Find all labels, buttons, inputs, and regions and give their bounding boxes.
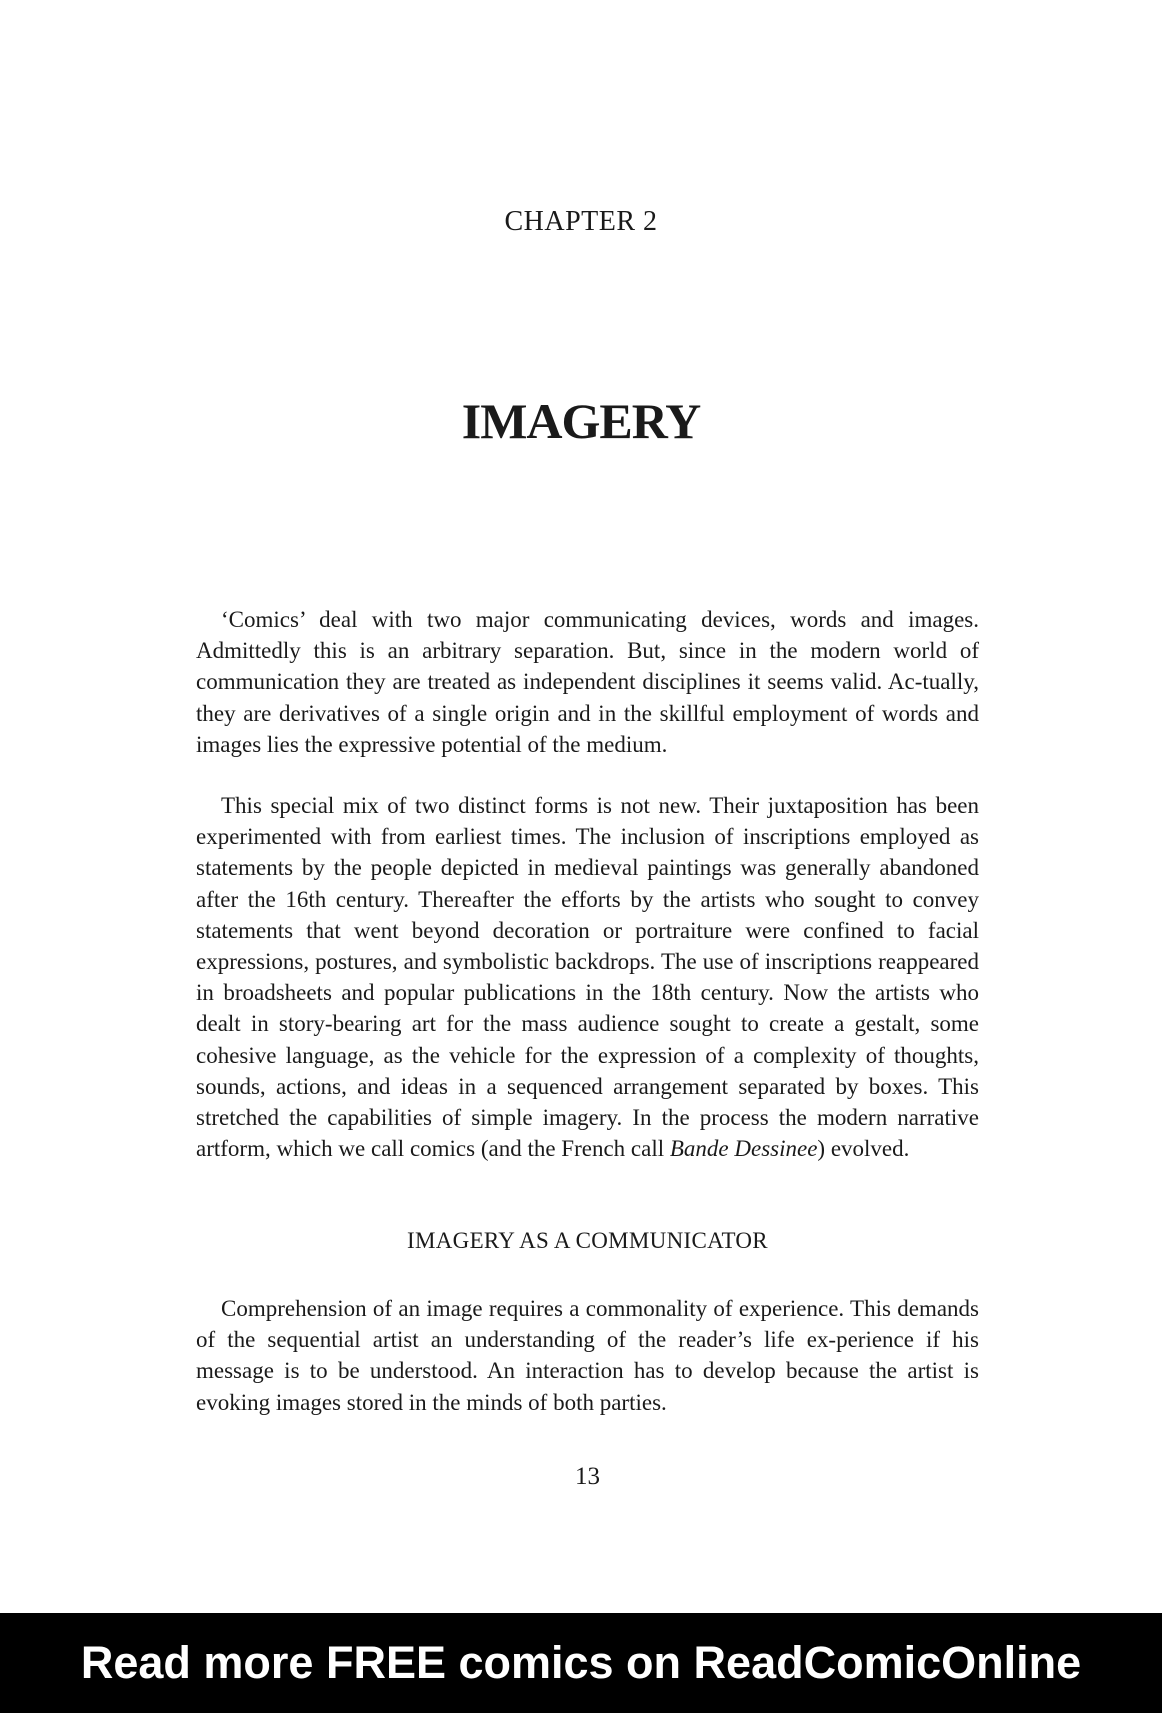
- bande-dessinee-italic: Bande Dessinee: [669, 1136, 818, 1162]
- promo-banner[interactable]: [0, 1613, 1162, 1713]
- body-paragraph-2: [196, 790, 979, 1164]
- body-paragraph-3: Comprehension of an image requires a commonality of experience. This demands of the sequential artist an understanding of the reader’s life ex-perience if his message is to be understood. An interaction has to develop because the artist is evoking images stored in the minds of both parties.: [196, 1296, 979, 1415]
- promo-banner-text[interactable]: Read more FREE comics on ReadComicOnline: [80, 1637, 1082, 1688]
- paragraph-2-text: This special mix of two distinct forms is not new. Their juxtaposition has been experimented with from earliest times. The inclusion of inscriptions employed as statements by the people depicted in medieval paintings was generally abandoned after the 16th century. Thereafter the efforts by the artists who sought to convey statements that went beyond decoration or portraiture were confined to facial expressions, postures, and symbolistic backdrops. The use of inscriptions reappeared in broadsheets and popular publications in the 18th century. Now the artists who dealt in story-bearing art for the mass audience sought to create a gestalt, some cohesive language, as the vehicle for the expression of a complexity of thoughts, sounds, actions, and ideas in a sequenced arrangement separated by boxes. This stretched the capabilities of simple imagery. In the process the modern narrative artform, which we call comics (and the French call: [196, 793, 979, 1162]
- chapter-label: CHAPTER 2: [504, 206, 658, 237]
- section-heading: IMAGERY AS A COMMUNICATOR: [407, 1228, 768, 1253]
- paragraph-2-end: ) evolved.: [817, 1136, 910, 1162]
- body-paragraph-1: ‘Comics’ deal with two major communicating devices, words and images. Admittedly this is an arbitrary separation. But, since in the modern world of communication they are treated as independent disciplines it seems valid. Ac-tually, they are derivatives of a single origin and in the skillful employment of words and images lies the expressive potential of the medium.: [196, 607, 979, 757]
- page-number: 13: [575, 1463, 600, 1490]
- chapter-title: IMAGERY: [461, 393, 701, 449]
